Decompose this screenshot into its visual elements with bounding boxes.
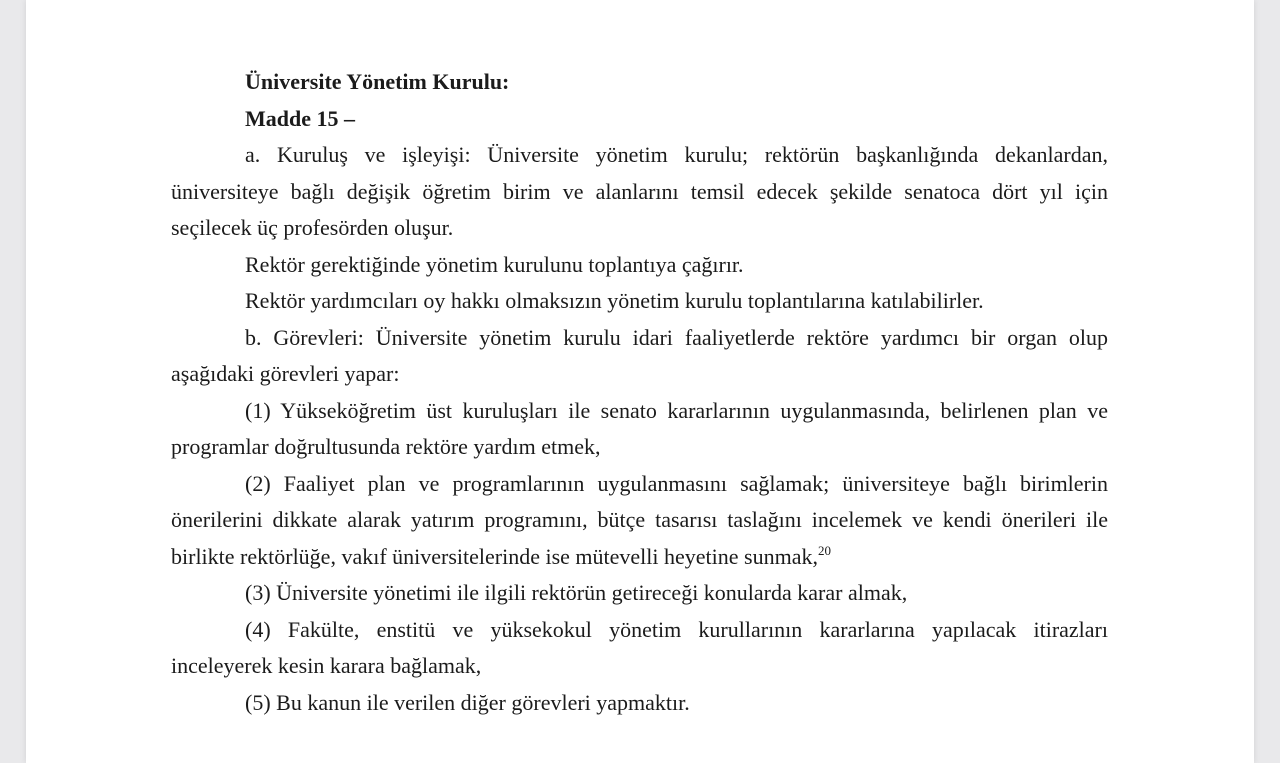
section-title: Üniversite Yönetim Kurulu: — [245, 69, 510, 94]
duty-item-5: (5) Bu kanun ile verilen diğer görevleri yapmaktır. — [245, 689, 690, 715]
duty-item-2 — [171, 466, 1108, 576]
footnote-reference: 20 — [817, 542, 831, 558]
paragraph-vice-rectors: Rektör yardımcıları oy hakkı olmaksızın yönetim kurulu toplantılarına katılabilirler. — [245, 288, 984, 313]
duty-item-4: (4) Fakülte, enstitü ve yüksekokul yönetim kurullarının kararlarına yapılacak itirazları inceleyerek kesin karara bağlamak, — [171, 616, 1108, 678]
duty-item-1: (1) Yükseköğretim üst kuruluşları ile senato kararlarının uygulanmasında, belirlenen plan ve programlar doğrultusunda rektöre yardım etmek, — [171, 397, 1108, 459]
paragraph-duties-intro: b. Görevleri: Üniversite yönetim kurulu idari faaliyetlerde rektöre yardımcı bir organ olup aşağıdaki görevleri yapar: — [171, 324, 1108, 386]
paragraph-composition: a. Kuruluş ve işleyişi: Üniversite yönetim kurulu; rektörün başkanlığında dekanlardan, üniversiteye bağlı değişik öğretim birim ve alanlarını temsil edecek şekilde senatoca dört yıl için seçilecek üç profesörden oluşur. — [171, 142, 1108, 240]
document-body — [171, 64, 1108, 721]
duty-item-3: (3) Üniversite yönetimi ile ilgili rektörün getireceği konularda karar almak, — [245, 580, 908, 605]
duty-item-2-text: (2) Faaliyet plan ve programlarının uygulanmasını sağlamak; üniversiteye bağlı birimlerin önerilerini dikkate alarak yatırım programını, bütçe tasarısı taslağını incelemek ve kendi önerileri ile birlikte rektörlüğe, vakıf üniversitelerinde ise mütevelli heyetine sunmak, — [171, 470, 1108, 569]
paragraph-meeting-call: Rektör gerektiğinde yönetim kurulunu toplantıya çağırır. — [245, 251, 744, 277]
document-page — [26, 0, 1254, 763]
article-number: Madde 15 – — [245, 105, 355, 131]
